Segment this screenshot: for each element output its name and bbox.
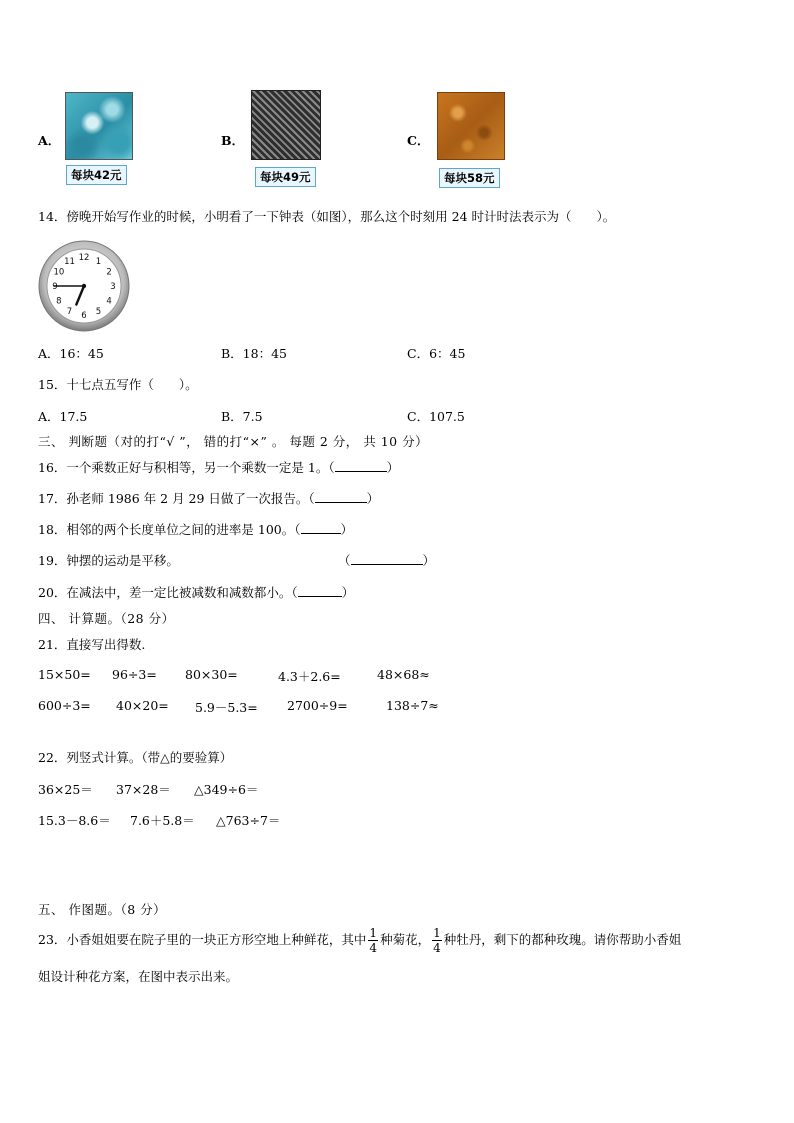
q17-answer-blank[interactable] bbox=[315, 491, 367, 503]
q15-text: 15．十七点五写作（ ）。 bbox=[38, 377, 198, 392]
q17-text: 17．孙老师 1986 年 2 月 29 日做了一次报告。（ bbox=[38, 491, 315, 506]
clock-image bbox=[38, 240, 130, 332]
clock-number: 12 bbox=[78, 253, 90, 263]
clock-number: 1 bbox=[95, 256, 102, 267]
tile-image-b bbox=[251, 90, 321, 160]
q20-answer-blank[interactable] bbox=[298, 585, 342, 597]
q23-line-2: 姐设计种花方案，在图中表示出来。 bbox=[38, 969, 239, 984]
clock-number: 5 bbox=[95, 307, 102, 318]
q22-item: △763÷7＝ bbox=[216, 813, 281, 828]
q22-item: 36×25＝ bbox=[38, 782, 93, 797]
q21-item: 5.9－5.3= bbox=[195, 700, 258, 715]
q20-text: 20．在减法中，差一定比被减数和减数都小。（ bbox=[38, 585, 298, 600]
q21-item: 48×68≈ bbox=[377, 667, 430, 682]
q19-close-paren: ） bbox=[422, 553, 436, 568]
q21-item: 138÷7≈ bbox=[386, 698, 439, 713]
q13-option-c-letter: C． bbox=[407, 133, 430, 148]
section-5-title: 五、 作图题。（8 分） bbox=[38, 902, 167, 917]
section-3-title: 三、 判断题（对的打“√ ”， 错的打“×” 。 每题 2 分， 共 10 分） bbox=[38, 434, 429, 449]
q18-close-paren: ） bbox=[340, 522, 354, 537]
q19-open-paren: （ bbox=[338, 553, 351, 568]
q21-title: 21．直接写出得数. bbox=[38, 637, 146, 652]
q14-option-c: C．6：45 bbox=[407, 346, 466, 361]
q18-answer-blank[interactable] bbox=[301, 522, 341, 534]
q23-text-part1: 23．小香姐姐要在院子里的一块正方形空地上种鲜花，其中 bbox=[38, 932, 367, 947]
clock-number: 10 bbox=[53, 267, 65, 278]
q21-item: 80×30= bbox=[185, 667, 238, 682]
q13-option-b-price: 每块49元 bbox=[255, 167, 316, 187]
section-4-title: 四、 计算题。（28 分） bbox=[38, 611, 175, 626]
q20-close-paren: ） bbox=[341, 585, 355, 600]
q15-option-a: A．17.5 bbox=[38, 409, 88, 424]
q14-option-b: B．18：45 bbox=[221, 346, 287, 361]
q13-option-a-price: 每块42元 bbox=[66, 165, 127, 185]
q23-text-part3: 种牡丹，剩下的都种玫瑰。请你帮助小香姐 bbox=[443, 932, 682, 947]
q23-text-part2: 种菊花， bbox=[380, 932, 431, 947]
q13-option-c-price: 每块58元 bbox=[439, 168, 500, 188]
q16 bbox=[38, 458, 399, 476]
q22-item: △349÷6＝ bbox=[194, 782, 259, 797]
q21-item: 600÷3= bbox=[38, 698, 91, 713]
q22-item: 7.6＋5.8＝ bbox=[130, 813, 195, 828]
clock-number: 6 bbox=[81, 311, 87, 321]
q23-line-1 bbox=[38, 927, 681, 954]
q17 bbox=[38, 489, 379, 507]
q19-answer-blank[interactable] bbox=[351, 553, 423, 565]
q18-text: 18．相邻的两个长度单位之间的进率是 100。（ bbox=[38, 522, 301, 537]
q16-answer-blank[interactable] bbox=[335, 460, 387, 472]
clock-number: 3 bbox=[110, 282, 116, 292]
q15-option-c: C．107.5 bbox=[407, 409, 465, 424]
q14-option-a: A．16：45 bbox=[38, 346, 104, 361]
q13-option-a-letter: A． bbox=[38, 133, 61, 148]
clock-number: 9 bbox=[52, 282, 58, 292]
q16-close-paren: ） bbox=[386, 460, 400, 475]
q18 bbox=[38, 520, 353, 538]
q20 bbox=[38, 583, 354, 601]
q21-item: 15×50= bbox=[38, 667, 91, 682]
q14-text: 14．傍晚开始写作业的时候，小明看了一下钟表（如图），那么这个时刻用 24 时计时法表示为（ ）。 bbox=[38, 209, 616, 224]
q19-answer bbox=[338, 551, 435, 569]
q22-item: 15.3－8.6＝ bbox=[38, 813, 111, 828]
q21-item: 4.3＋2.6= bbox=[278, 669, 341, 684]
q19-text: 19．钟摆的运动是平移。 bbox=[38, 553, 179, 568]
q15-option-b: B．7.5 bbox=[221, 409, 263, 424]
q22-title: 22．列竖式计算。（带△的要验算） bbox=[38, 750, 233, 765]
q16-text: 16．一个乘数正好与积相等，另一个乘数一定是 1。（ bbox=[38, 460, 335, 475]
fraction-one-quarter: $\frac{1}{4}$ bbox=[369, 926, 378, 955]
tile-image-c bbox=[437, 92, 505, 160]
q13-option-b-letter: B． bbox=[221, 133, 245, 148]
q17-close-paren: ） bbox=[366, 491, 380, 506]
clock-number: 4 bbox=[106, 296, 112, 307]
clock-number: 11 bbox=[64, 256, 75, 267]
q21-item: 96÷3= bbox=[112, 667, 157, 682]
clock-number: 8 bbox=[56, 296, 62, 307]
q22-item: 37×28＝ bbox=[116, 782, 171, 797]
q21-item: 2700÷9= bbox=[287, 698, 348, 713]
q21-item: 40×20= bbox=[116, 698, 169, 713]
tile-image-a bbox=[65, 92, 133, 160]
clock-number: 2 bbox=[106, 267, 112, 278]
fraction-one-quarter: $\frac{1}{4}$ bbox=[433, 926, 441, 955]
clock-number: 7 bbox=[66, 307, 73, 318]
